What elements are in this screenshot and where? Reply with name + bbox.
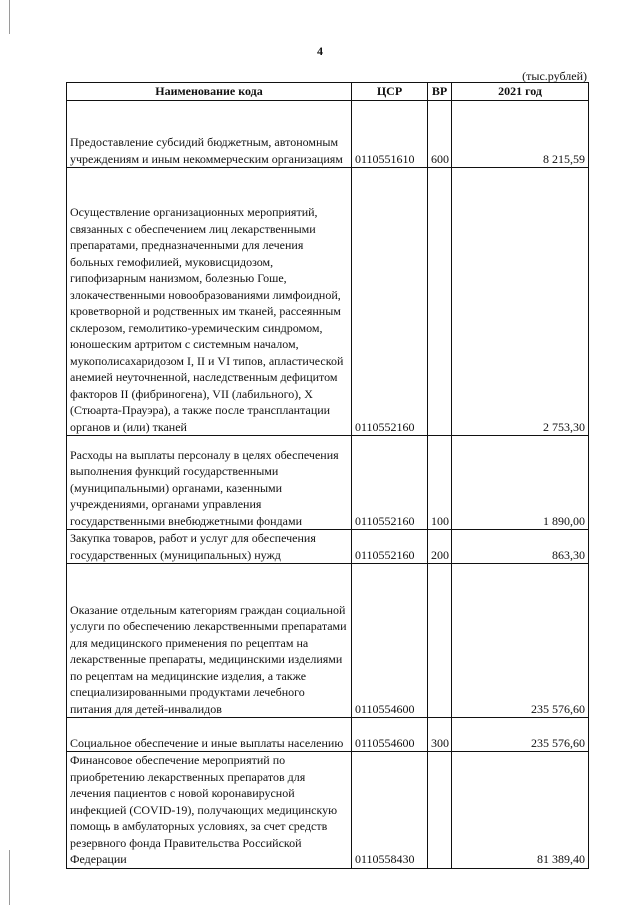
header-csr: ЦСР xyxy=(352,83,428,101)
row-name: Закупка товаров, работ и услуг для обеспечения государственных (муниципальных) нужд xyxy=(67,530,352,564)
left-margin-mark-bottom xyxy=(9,850,10,905)
left-margin-mark-top xyxy=(9,0,10,34)
row-name: Осуществление организационных мероприятий, связанных с обеспечением лиц лекарственными препаратами, предназначенными для лечения больных гемофилией, муковисцидозом, гипофизарным нанизмом, болезнью Гоше, злокачественными новообразованиями лимфоидной, кроветворной и родственных им тканей, рассеянным склерозом, гемолитико-уремическим синдромом, юношеским артритом с системным началом, мукополисахаридозом I, II и VI типов, апластической анемией неуточненной, наследственным дефицитом факторов II (фибриногена), VII (лабильного), X (Стюарта-Прауэра), а также после трансплантации органов и (или) тканей xyxy=(67,168,352,436)
table-row xyxy=(67,168,589,436)
table-row xyxy=(67,564,589,718)
row-csr: 0110552160 xyxy=(352,168,428,436)
row-csr: 0110554600 xyxy=(352,718,428,752)
row-csr: 0110554600 xyxy=(352,564,428,718)
row-amount: 863,30 xyxy=(452,530,589,564)
row-csr: 0110551610 xyxy=(352,101,428,168)
row-vr xyxy=(428,564,452,718)
row-csr: 0110552160 xyxy=(352,530,428,564)
row-name: Оказание отдельным категориям граждан социальной услуги по обеспечению лекарственными препаратами для медицинского применения по рецептам на лекарственные препараты, медицинскими изделиями по рецептам на медицинские изделия, а также специализированными продуктами лечебного питания для детей-инвалидов xyxy=(67,564,352,718)
row-name: Расходы на выплаты персоналу в целях обеспечения выполнения функций государственными (муниципальными) органами, казенными учреждениями, органами управления государственными внебюджетными фондами xyxy=(67,436,352,530)
budget-table xyxy=(66,82,589,869)
row-vr xyxy=(428,752,452,869)
header-year: 2021 год xyxy=(452,83,589,101)
row-vr: 300 xyxy=(428,718,452,752)
table-row xyxy=(67,718,589,752)
header-vr: ВР xyxy=(428,83,452,101)
units-label: (тыс.рублей) xyxy=(522,69,587,83)
row-amount: 2 753,30 xyxy=(452,168,589,436)
page-number: 4 xyxy=(317,44,323,58)
row-amount: 81 389,40 xyxy=(452,752,589,869)
row-csr: 0110552160 xyxy=(352,436,428,530)
row-amount: 235 576,60 xyxy=(452,564,589,718)
row-name: Финансовое обеспечение мероприятий по приобретению лекарственных препаратов для лечения пациентов с новой коронавирусной инфекцией (COVID-19), получающих медицинскую помощь в амбулаторных условиях, за счет средств резервного фонда Правительства Российской Федерации xyxy=(67,752,352,869)
row-vr: 200 xyxy=(428,530,452,564)
row-amount: 1 890,00 xyxy=(452,436,589,530)
header-name: Наименование кода xyxy=(67,83,352,101)
row-name: Предоставление субсидий бюджетным, автономным учреждениям и иным некоммерческим организациям xyxy=(67,101,352,168)
table-row xyxy=(67,436,589,530)
row-vr xyxy=(428,168,452,436)
table-row xyxy=(67,101,589,168)
row-amount: 235 576,60 xyxy=(452,718,589,752)
row-csr: 0110558430 xyxy=(352,752,428,869)
table-row xyxy=(67,530,589,564)
row-name: Социальное обеспечение и иные выплаты населению xyxy=(67,718,352,752)
row-amount: 8 215,59 xyxy=(452,101,589,168)
row-vr: 600 xyxy=(428,101,452,168)
row-vr: 100 xyxy=(428,436,452,530)
table-row xyxy=(67,752,589,869)
table-header-row xyxy=(67,83,589,101)
